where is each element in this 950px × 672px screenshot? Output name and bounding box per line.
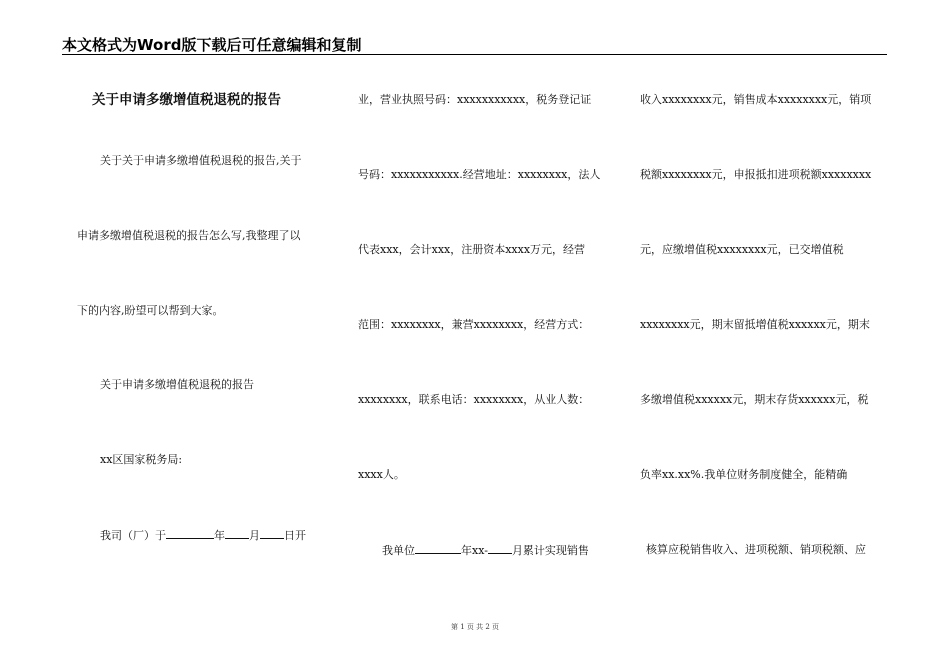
header-divider — [62, 54, 887, 55]
col2-line-2: 号码：xxxxxxxxxxx.经营地址：xxxxxxxx，法人 — [358, 168, 601, 181]
col3-line-4: xxxxxxxx元，期末留抵增值税xxxxxx元，期末 — [640, 318, 870, 331]
col2-line-3: 代表xxx，会计xxx，注册资本xxxx万元，经营 — [358, 243, 586, 256]
col2-line-1: 业，营业执照号码：xxxxxxxxxxx，税务登记证 — [358, 93, 592, 106]
col3-line-7: 核算应税销售收入、进项税额、销项税额、应 — [646, 543, 866, 556]
col2-line-5: xxxxxxxx，联系电话：xxxxxxxx，从业人数： — [358, 393, 590, 406]
document-title: 关于申请多缴增值税退税的报告 — [92, 92, 281, 108]
col3-line-2: 税额xxxxxxxx元，申报抵扣进项税额xxxxxxxx — [640, 168, 872, 181]
col3-line-5: 多缴增值税xxxxxx元，期末存货xxxxxx元，税 — [640, 393, 869, 406]
intro-line-2: 申请多缴增值税退税的报告怎么写,我整理了以 — [77, 229, 301, 242]
opening-paragraph-line — [100, 528, 306, 543]
report-title: 关于申请多缴增值税退税的报告 — [100, 378, 254, 391]
col2-line-7 — [382, 543, 589, 558]
year-blank-2 — [415, 543, 461, 554]
para-start-text: 我司（厂）于 — [100, 529, 166, 542]
page-number-footer: 第 1 页 共 2 页 — [450, 623, 500, 631]
col3-line-3: 元，应缴增值税xxxxxxxx元，已交增值税 — [640, 243, 844, 256]
month-blank-2 — [488, 543, 512, 554]
col2-line-6: xxxx人。 — [358, 468, 405, 481]
month-word: 月 — [249, 529, 260, 542]
day-open-word: 日开 — [284, 529, 306, 542]
unit-prefix-text: 我单位 — [382, 544, 415, 557]
header-title: 本文格式为Word版下载后可任意编辑和复制 — [62, 36, 362, 54]
col3-line-1: 收入xxxxxxxx元，销售成本xxxxxxxx元，销项 — [640, 93, 872, 106]
day-blank — [260, 528, 284, 539]
recipient-line: xx区国家税务局: — [100, 453, 183, 466]
cumulative-sales-text: 月累计实现销售 — [511, 544, 589, 557]
year-range-text: 年xx- — [461, 544, 488, 557]
intro-line-1: 关于关于申请多缴增值税退税的报告,关于 — [100, 154, 302, 167]
col2-line-4: 范围：xxxxxxxx，兼营xxxxxxxx，经营方式： — [358, 318, 590, 331]
col3-line-6: 负率xx.xx%.我单位财务制度健全，能精确 — [640, 468, 848, 481]
year-blank — [166, 528, 214, 539]
month-blank — [225, 528, 249, 539]
year-word: 年 — [214, 529, 225, 542]
intro-line-3: 下的内容,盼望可以帮到大家。 — [77, 304, 224, 317]
